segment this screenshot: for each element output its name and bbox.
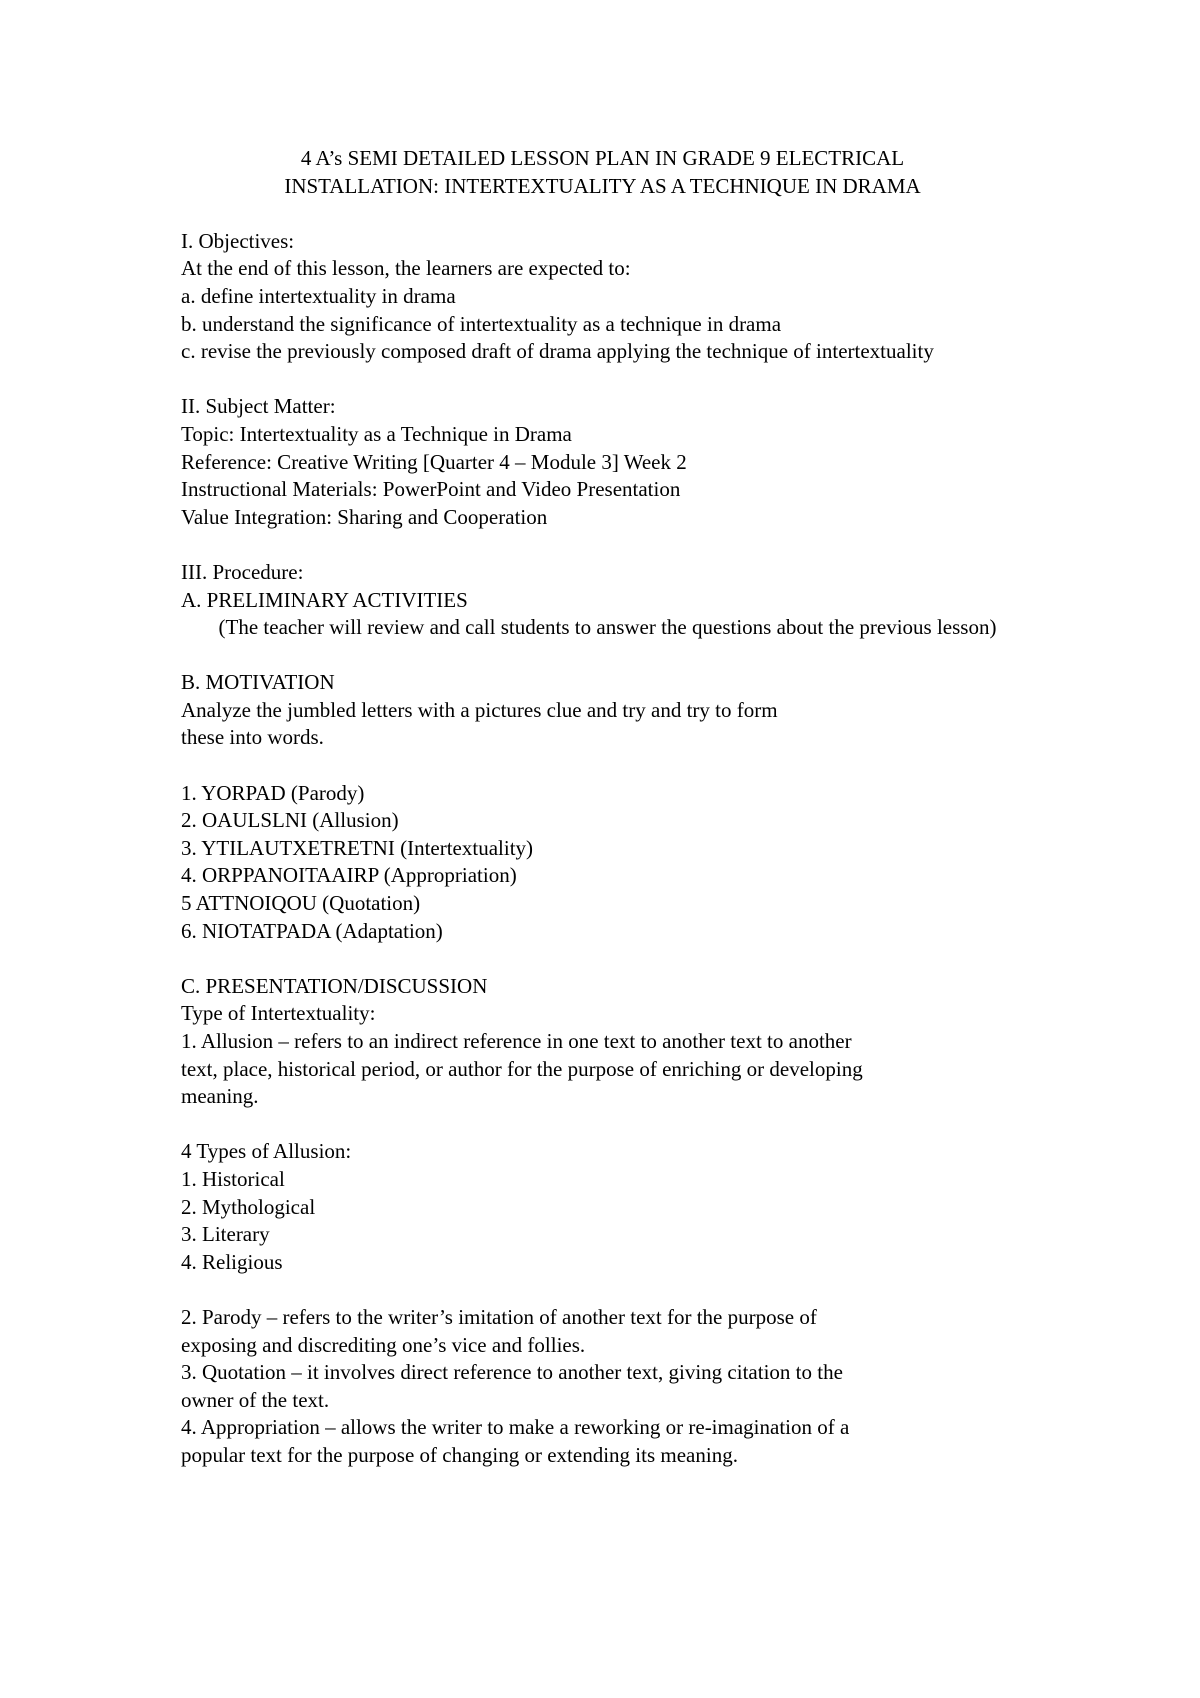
objectives-heading: I. Objectives: [181,228,295,253]
subject-materials: Instructional Materials: PowerPoint and Video Presentation [181,477,681,502]
lesson-plan-body [181,145,1024,1470]
allusion-types-list [181,1166,1024,1276]
list-item: 3. YTILAUTXETRETNI (Intertextuality) [181,835,534,860]
subject-reference: Reference: Creative Writing [Quarter 4 – Module 3] Week 2 [181,449,687,474]
list-item: 2. OAULSLNI (Allusion) [181,808,399,833]
subject-matter-heading: II. Subject Matter: [181,394,336,419]
procedure-section [181,559,1024,1470]
intertextuality-type-label: Type of Intertextuality: [181,1001,376,1026]
list-item: 5 ATTNOIQOU (Quotation) [181,891,421,916]
motivation-heading: B. MOTIVATION [181,670,335,695]
list-item: 1. YORPAD (Parody) [181,780,365,805]
procedure-heading: III. Procedure: [181,559,304,584]
appropriation-line-2: popular text for the purpose of changing or extending its meaning. [181,1442,738,1467]
quotation-line-2: owner of the text. [181,1387,330,1412]
parody-line-2: exposing and discrediting one’s vice and follies. [181,1332,586,1357]
jumbled-words-list [181,780,1024,946]
quotation-line-1: 3. Quotation – it involves direct reference to another text, giving citation to the [181,1360,843,1385]
preliminary-note: (The teacher will review and call students to answer the questions about the previous lesson) [218,615,997,640]
objective-item-b: b. understand the significance of intertextuality as a technique in drama [181,311,782,336]
subject-topic: Topic: Intertextuality as a Technique in Drama [181,421,572,446]
list-item: 3. Literary [181,1222,270,1247]
document-title [181,145,1024,200]
objectives-intro: At the end of this lesson, the learners are expected to: [181,256,631,281]
allusion-types-heading: 4 Types of Allusion: [181,1139,352,1164]
list-item: 4. Religious [181,1249,283,1274]
preliminary-heading: A. PRELIMINARY ACTIVITIES [181,587,468,612]
objective-item-a: a. define intertextuality in drama [181,283,456,308]
title-line-2: INSTALLATION: INTERTEXTUALITY AS A TECHNIQUE IN DRAMA [284,173,921,198]
list-item: 4. ORPPANOITAAIRP (Appropriation) [181,863,517,888]
objectives-section [181,228,1024,366]
subject-matter-section [181,393,1024,531]
list-item: 1. Historical [181,1166,285,1191]
parody-line-1: 2. Parody – refers to the writer’s imitation of another text for the purpose of [181,1304,817,1329]
list-item: 2. Mythological [181,1194,316,1219]
motivation-instruction-line-2: these into words. [181,725,324,750]
appropriation-line-1: 4. Appropriation – allows the writer to make a reworking or re-imagination of a [181,1415,850,1440]
allusion-line-1: 1. Allusion – refers to an indirect reference in one text to another text to another [181,1029,852,1053]
list-item: 6. NIOTATPADA (Adaptation) [181,918,443,943]
allusion-line-2: text, place, historical period, or author for the purpose of enriching or developing [181,1056,863,1081]
presentation-heading: C. PRESENTATION/DISCUSSION [181,973,488,998]
allusion-line-3: meaning. [181,1084,259,1109]
motivation-instruction-line-1: Analyze the jumbled letters with a pictures clue and try and try to form [181,697,778,722]
objective-item-c: c. revise the previously composed draft of drama applying the technique of intertextuality [181,339,934,364]
title-line-1: 4 A’s SEMI DETAILED LESSON PLAN IN GRADE 9 ELECTRICAL [300,146,905,170]
subject-value: Value Integration: Sharing and Cooperation [181,504,548,529]
